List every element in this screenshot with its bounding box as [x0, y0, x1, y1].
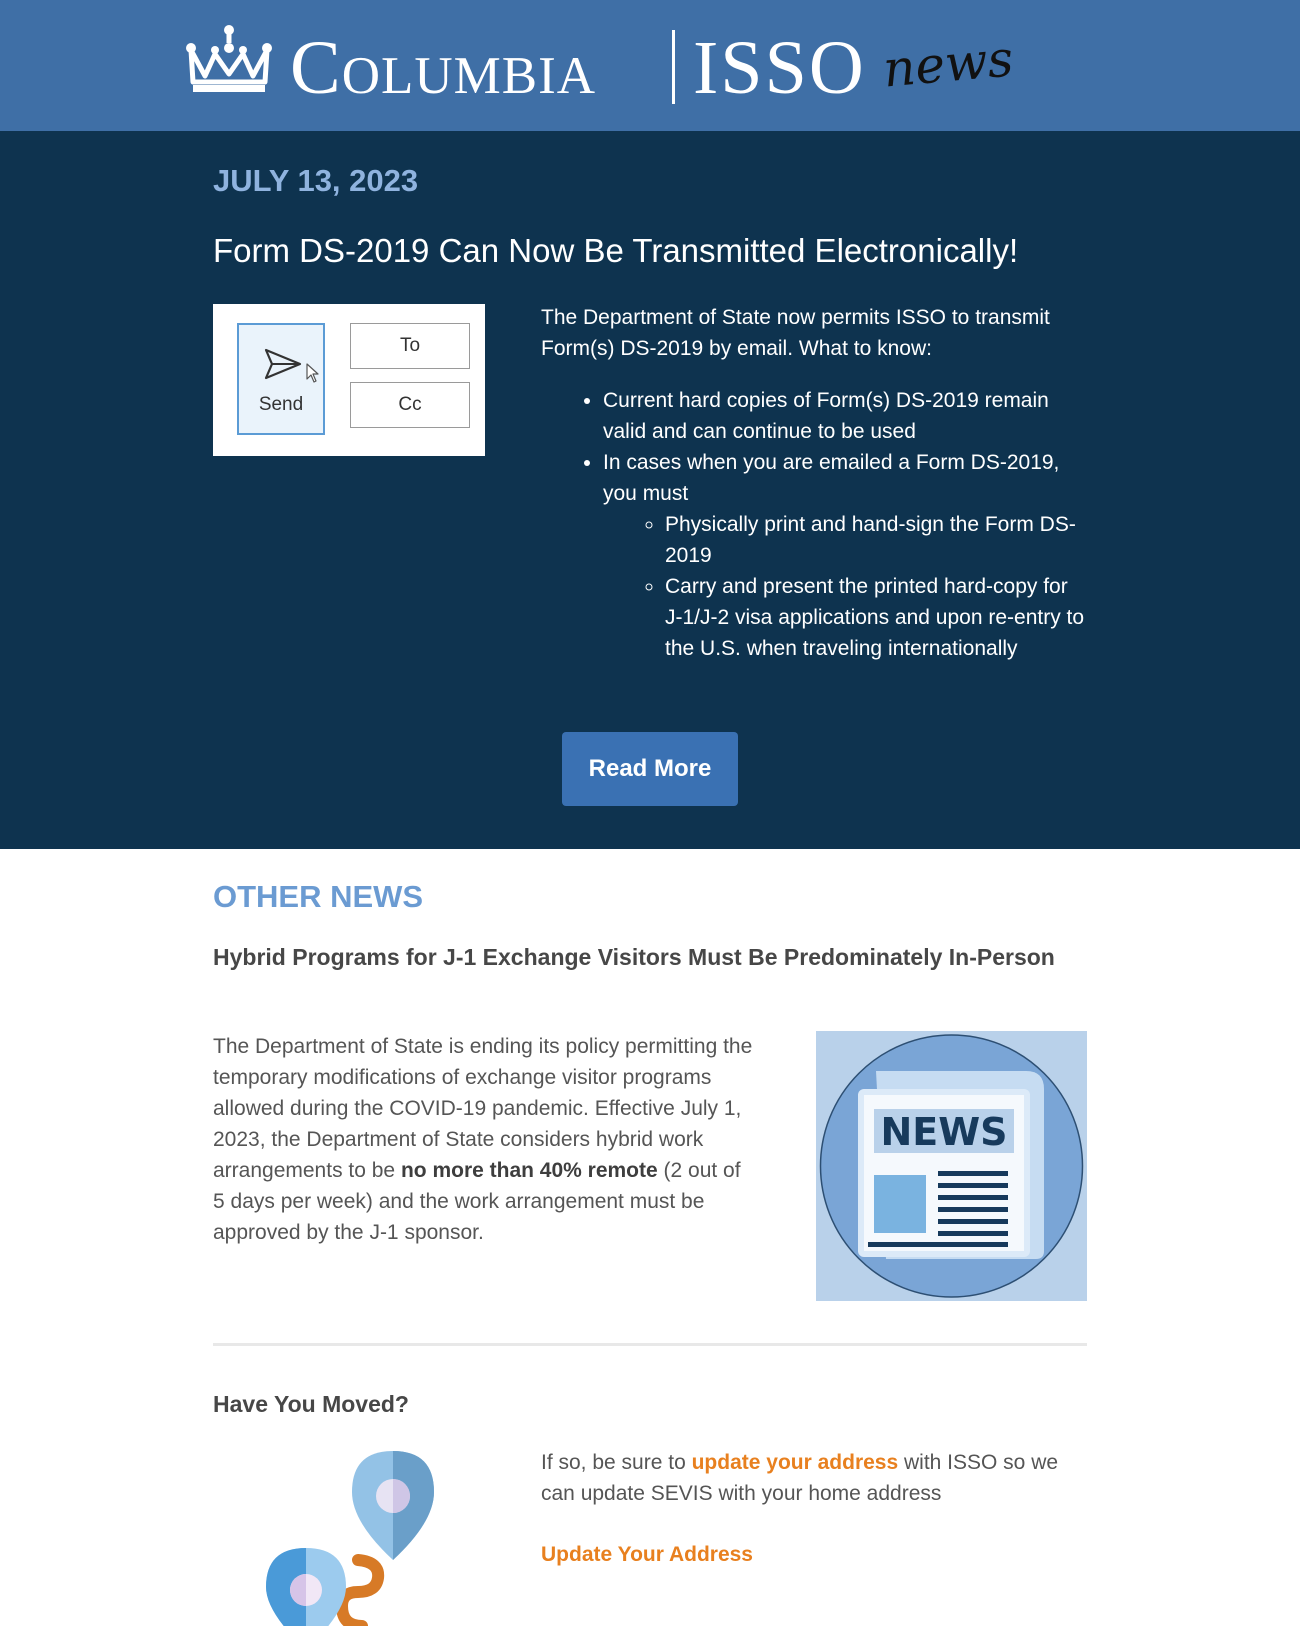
read-more-button[interactable]: Read More [562, 732, 738, 806]
article-text: with ISSO so we can update SEVIS with your home address [541, 1451, 1059, 1505]
office-wordmark: ISSO [693, 26, 866, 110]
feature-title: Form DS-2019 Can Now Be Transmitted Electronically! [213, 232, 1019, 269]
article-title-hybrid-programs: Hybrid Programs for J-1 Exchange Visitors Must Be Predominately In-Person [213, 944, 1055, 970]
paper-plane-icon [263, 347, 303, 381]
feature-section [0, 131, 1300, 849]
brand-wordmark: Columbia [290, 26, 597, 110]
cc-field-illustration: Cc [350, 382, 470, 428]
send-button-illustration [237, 323, 325, 435]
article-text: The Department of State is ending its policy permitting the temporary modifications of exchange visitor programs allowed during the COVID-19 pandemic. Effective July 1, 2023, the Department of State considers hybrid work arrangements to be [213, 1035, 753, 1182]
send-label: Send [258, 394, 304, 415]
update-address-inline-link[interactable]: update your address [691, 1451, 899, 1474]
article-body-hybrid-programs [213, 1031, 758, 1248]
news-tagline: news [880, 29, 1016, 99]
list-item: • Current hard copies of Form(s) DS-2019 remain valid and can continue to be used [603, 385, 1086, 447]
update-address-link[interactable]: Update Your Address [541, 1543, 753, 1566]
issue-date: JULY 13, 2023 [213, 163, 419, 198]
list-item [603, 447, 1086, 664]
feature-bullet-list [541, 385, 1086, 664]
to-field-illustration: To [350, 323, 470, 369]
article-emphasis: no more than 40% remote [400, 1159, 658, 1182]
feature-sub-bullet-list [603, 509, 1086, 664]
newspaper-icon [816, 1031, 1087, 1301]
list-item: ◦ Carry and present the printed hard-copy for J-1/J-2 visa applications and upon re-entry to the U.S. when traveling internationally [665, 571, 1086, 664]
brand-divider [672, 30, 675, 104]
article-text: If so, be sure to [541, 1451, 692, 1474]
crown-icon [185, 24, 273, 96]
email-illustration [213, 304, 485, 456]
newspaper-headline: NEWS [880, 1110, 1008, 1154]
map-pins-icon [250, 1450, 450, 1626]
list-item-text: In cases when you are emailed a Form DS-2019, you must [603, 451, 1060, 505]
section-divider [213, 1343, 1087, 1346]
article-body-have-you-moved [541, 1447, 1086, 1509]
feature-intro: The Department of State now permits ISSO to transmit Form(s) DS-2019 by email. What to know: [541, 306, 1050, 360]
article-text: (2 out of 5 days per week) and the work arrangement must be approved by the J-1 sponsor. [213, 1159, 741, 1244]
newsletter-header [0, 0, 1300, 131]
feature-body [541, 302, 1086, 664]
mouse-pointer-icon [306, 363, 320, 383]
list-item: ◦ Physically print and hand-sign the Form DS-2019 [665, 509, 1086, 571]
other-news-heading: OTHER NEWS [213, 879, 424, 914]
article-title-have-you-moved: Have You Moved? [213, 1391, 409, 1417]
